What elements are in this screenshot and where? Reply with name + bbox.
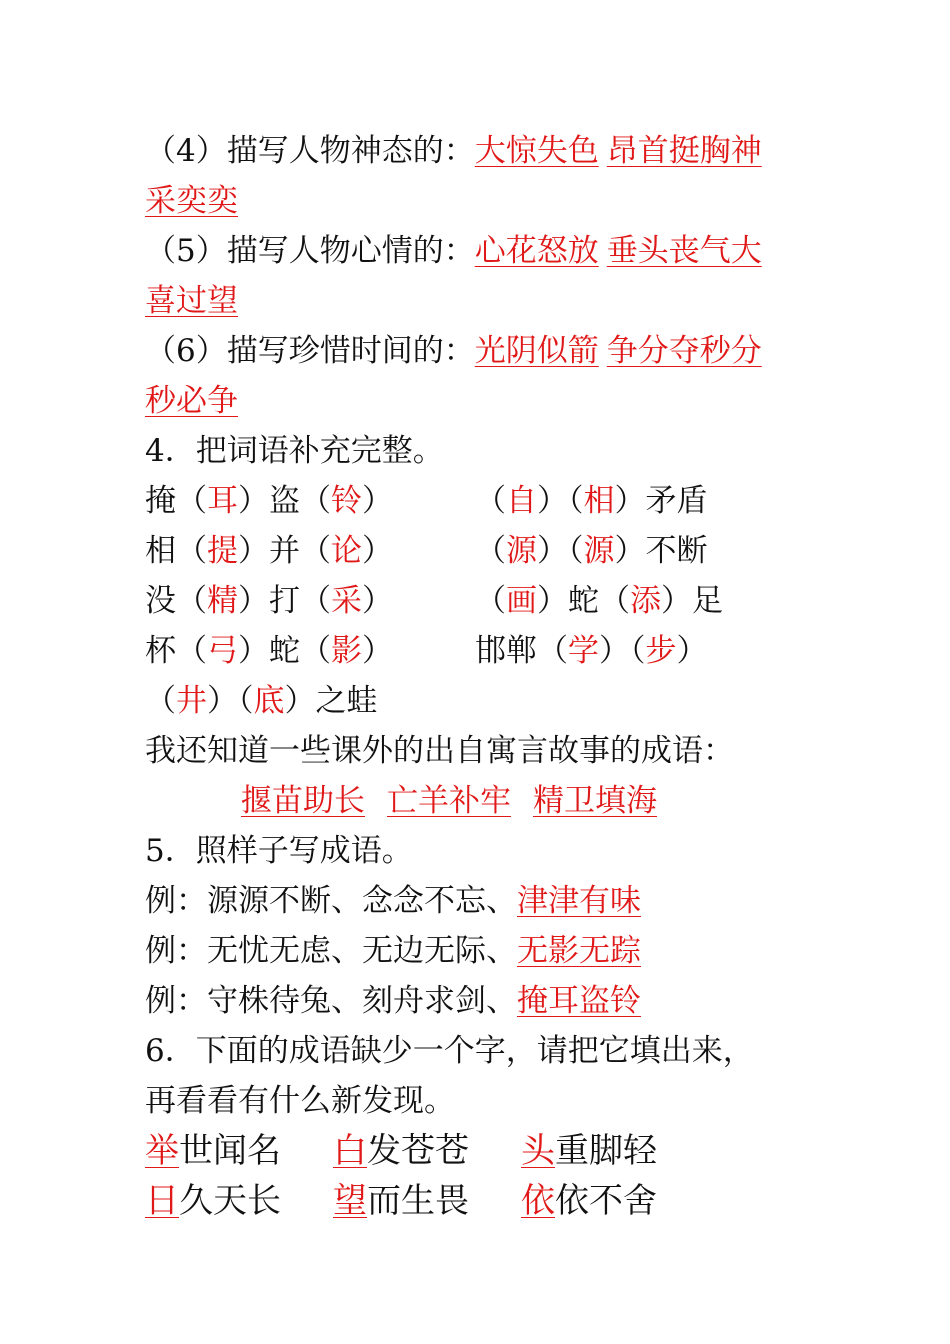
bracket: （ xyxy=(300,483,331,519)
example-1-answer: 津津有味 xyxy=(517,883,641,919)
given-char: 足 xyxy=(692,583,723,619)
bracket: （ xyxy=(568,533,584,569)
item-6-answer-3b: 秒必争 xyxy=(145,383,238,419)
filled-char: 影 xyxy=(331,633,362,669)
missing-char: 头 xyxy=(521,1131,555,1171)
idiom-8 xyxy=(475,633,708,669)
item-6-answer-3a: 分 xyxy=(730,333,762,369)
missing-idiom-5 xyxy=(333,1176,521,1226)
idiom-rest: 依不舍 xyxy=(555,1181,657,1221)
extra-answer-3: 精卫填海 xyxy=(533,783,657,819)
bracket: （ xyxy=(176,583,207,619)
bracket: ） xyxy=(537,583,568,619)
extra-answer-2: 亡羊补牢 xyxy=(387,783,511,819)
bracket: ） xyxy=(537,483,568,519)
bracket: （ xyxy=(630,633,646,669)
filled-char: 弓 xyxy=(207,633,238,669)
filled-char: 源 xyxy=(506,533,537,569)
idiom-5 xyxy=(145,576,475,626)
item-4-line-2 xyxy=(145,176,815,226)
bracket: ） xyxy=(238,633,269,669)
item-6-line-1 xyxy=(145,326,815,376)
given-char: 打 xyxy=(269,583,300,619)
example-3 xyxy=(145,976,815,1026)
given-char: 没 xyxy=(145,583,176,619)
bracket: （ xyxy=(599,583,630,619)
bracket: ） xyxy=(537,533,568,569)
filled-char: 耳 xyxy=(207,483,238,519)
filled-char: 学 xyxy=(568,633,599,669)
section-6-title-1: 6．下面的成语缺少一个字，请把它填出来， xyxy=(145,1033,754,1069)
missing-char: 望 xyxy=(333,1181,367,1221)
filled-char: 提 xyxy=(207,533,238,569)
idiom-1 xyxy=(145,476,475,526)
bracket: （ xyxy=(300,633,331,669)
bracket: （ xyxy=(238,683,254,719)
missing-char: 日 xyxy=(145,1181,179,1221)
filled-char: 源 xyxy=(583,533,615,569)
item-5-answer-2: 垂头丧气 xyxy=(606,233,731,269)
bracket: （ xyxy=(176,633,207,669)
bracket: （ xyxy=(475,583,506,619)
bracket: （ xyxy=(537,633,568,669)
item-4-answer-2: 昂首挺胸 xyxy=(606,133,731,169)
filled-char: 采 xyxy=(331,583,362,619)
bracket: ） xyxy=(284,683,316,719)
filled-char: 添 xyxy=(630,583,661,619)
bracket: ） xyxy=(238,533,269,569)
idiom-4 xyxy=(475,533,708,569)
item-4-prompt: （4）描写人物神态的： xyxy=(145,133,475,169)
idiom-rest: 重脚轻 xyxy=(555,1131,657,1171)
example-1-text: 例：源源不断、念念不忘、 xyxy=(145,883,517,919)
idiom-rest: 发苍苍 xyxy=(367,1131,469,1171)
given-char: 相 xyxy=(145,533,176,569)
idiom-row-1 xyxy=(145,476,815,526)
filled-char: 相 xyxy=(583,483,615,519)
bracket: （ xyxy=(475,533,506,569)
bracket: ） xyxy=(362,483,393,519)
idiom-3 xyxy=(145,526,475,576)
item-6-answer-1: 光阴似箭 xyxy=(474,333,599,369)
idiom-rest: 而生畏 xyxy=(367,1181,469,1221)
section-6-title-2: 再看看有什么新发现。 xyxy=(145,1083,455,1119)
idiom-6 xyxy=(475,583,723,619)
bracket: （ xyxy=(475,483,506,519)
missing-char-row-2 xyxy=(145,1176,815,1226)
example-2-text: 例：无忧无虑、无边无际、 xyxy=(145,933,517,969)
filled-char: 步 xyxy=(645,633,677,669)
item-5-answer-1: 心花怒放 xyxy=(474,233,599,269)
extra-prompt: 我还知道一些课外的出自寓言故事的成语： xyxy=(145,733,734,769)
missing-char: 白 xyxy=(333,1131,367,1171)
idiom-rest: 世闻名 xyxy=(179,1131,281,1171)
item-4-line-1 xyxy=(145,126,815,176)
bracket: （ xyxy=(176,483,207,519)
filled-char: 论 xyxy=(331,533,362,569)
bracket: ） xyxy=(238,583,269,619)
idiom-row-5 xyxy=(145,676,815,726)
given-char: 蛇 xyxy=(568,583,599,619)
section-4-title: 4．把词语补充完整。 xyxy=(145,433,444,469)
example-3-text: 例：守株待兔、刻舟求剑、 xyxy=(145,983,517,1019)
extra-answers xyxy=(145,776,815,826)
worksheet-content xyxy=(145,126,815,1226)
bracket: ） xyxy=(676,633,708,669)
missing-idiom-2 xyxy=(333,1126,521,1176)
item-6-prompt: （6）描写珍惜时间的： xyxy=(145,333,475,369)
item-4-answer-3b: 采奕奕 xyxy=(145,183,238,219)
idiom-2 xyxy=(475,483,708,519)
given-char: 掩 xyxy=(145,483,176,519)
bracket: ） xyxy=(661,583,692,619)
bracket: ） xyxy=(614,483,646,519)
item-5-answer-3b: 喜过望 xyxy=(145,283,238,319)
item-4-answer-3a: 神 xyxy=(730,133,762,169)
filled-char: 画 xyxy=(506,583,537,619)
item-4-answer-1: 大惊失色 xyxy=(474,133,599,169)
item-6-answer-2: 争分夺秒 xyxy=(606,333,731,369)
bracket: ） xyxy=(362,533,393,569)
given-char: 并 xyxy=(269,533,300,569)
bracket: ） xyxy=(362,633,393,669)
bracket: ） xyxy=(238,483,269,519)
extra-answer-1: 揠苗助长 xyxy=(241,783,365,819)
bracket: ） xyxy=(599,633,630,669)
example-3-answer: 掩耳盗铃 xyxy=(517,983,641,1019)
given-char: 杯 xyxy=(145,633,176,669)
example-1 xyxy=(145,876,815,926)
missing-idiom-6 xyxy=(521,1176,709,1226)
example-2-answer: 无影无踪 xyxy=(517,933,641,969)
given-char: 之蛙 xyxy=(315,683,378,719)
missing-idiom-4 xyxy=(145,1176,333,1226)
bracket: （ xyxy=(568,483,584,519)
given-char: 不断 xyxy=(645,533,708,569)
filled-char: 底 xyxy=(253,683,285,719)
missing-char: 依 xyxy=(521,1181,555,1221)
missing-idiom-1 xyxy=(145,1126,333,1176)
missing-idiom-3 xyxy=(521,1126,709,1176)
bracket: （ xyxy=(176,533,207,569)
filled-char: 精 xyxy=(207,583,238,619)
bracket: （ xyxy=(300,533,331,569)
filled-char: 铃 xyxy=(331,483,362,519)
bracket: ） xyxy=(614,533,646,569)
item-5-prompt: （5）描写人物心情的： xyxy=(145,233,475,269)
idiom-7 xyxy=(145,626,475,676)
bracket: ） xyxy=(207,683,238,719)
bracket: （ xyxy=(300,583,331,619)
given-char: 蛇 xyxy=(269,633,300,669)
given-char: 盗 xyxy=(269,483,300,519)
idiom-9 xyxy=(145,683,378,719)
bracket: ） xyxy=(362,583,393,619)
given-char: 邯郸 xyxy=(475,633,537,669)
example-2 xyxy=(145,926,815,976)
filled-char: 自 xyxy=(506,483,537,519)
missing-char-row-1 xyxy=(145,1126,815,1176)
idiom-row-2 xyxy=(145,526,815,576)
filled-char: 井 xyxy=(176,683,207,719)
bracket: （ xyxy=(145,683,176,719)
item-6-line-2 xyxy=(145,376,815,426)
item-5-line-1 xyxy=(145,226,815,276)
given-char: 矛盾 xyxy=(645,483,708,519)
section-5-title: 5．照样子写成语。 xyxy=(145,833,413,869)
item-5-answer-3a: 大 xyxy=(730,233,762,269)
item-5-line-2 xyxy=(145,276,815,326)
idiom-row-3 xyxy=(145,576,815,626)
missing-char: 举 xyxy=(145,1131,179,1171)
idiom-row-4 xyxy=(145,626,815,676)
idiom-rest: 久天长 xyxy=(179,1181,281,1221)
